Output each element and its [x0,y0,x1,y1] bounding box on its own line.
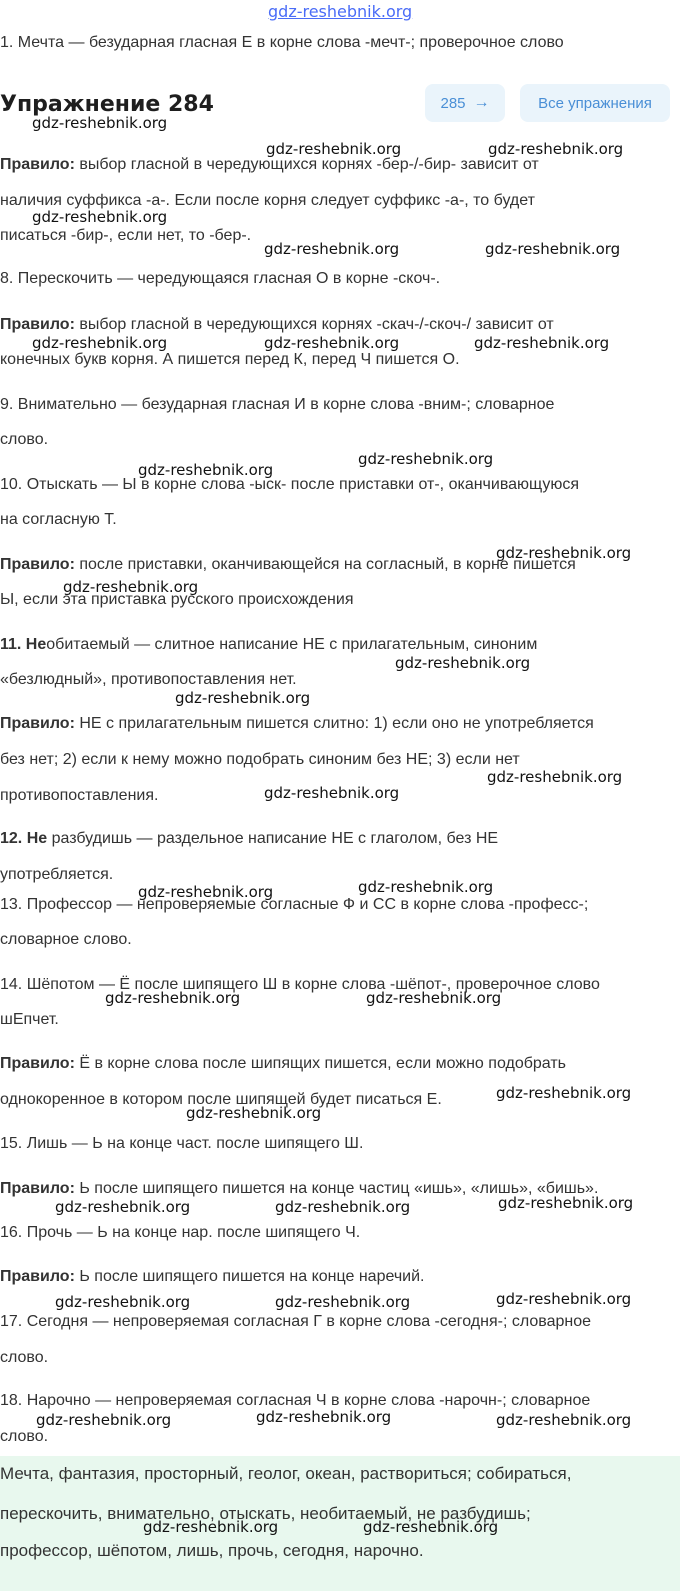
watermark: gdz-reshebnik.org [395,654,531,672]
watermark: gdz-reshebnik.org [175,689,311,707]
text-line: писаться -бир-, если нет, то -бер-. [0,227,252,244]
watermark: gdz-reshebnik.org [496,1290,632,1308]
watermark: gdz-reshebnik.org [488,140,624,158]
watermark: gdz-reshebnik.org [358,878,494,896]
text-line: 18. Нарочно — непроверяемая согласная Ч в корне слова -нарочн-; словарное [0,1392,591,1409]
text-line: «безлюдный», противопоставления нет. [0,671,297,688]
text-line: Правило: выбор гласной в чередующихся корнях -бер-/-бир- зависит от [0,156,539,173]
text-line: наличия суффикса -а-. Если после корня следует суффикс -а-, то будет [0,192,535,209]
watermark: gdz-reshebnik.org [138,883,274,901]
watermark: gdz-reshebnik.org [63,578,199,596]
watermark: gdz-reshebnik.org [264,240,400,258]
watermark: gdz-reshebnik.org [36,1411,172,1429]
watermark: gdz-reshebnik.org [264,334,400,352]
watermark: gdz-reshebnik.org [264,784,400,802]
watermark: gdz-reshebnik.org [496,544,632,562]
summary-line: перескочить, внимательно, отыскать, необитаемый, не разбудишь; [0,1504,531,1523]
text-line: конечных букв корня. А пишется перед К, перед Ч пишется О. [0,351,460,368]
watermark: gdz-reshebnik.org [186,1104,322,1122]
text-line: без нет; 2) если к нему можно подобрать синоним без НЕ; 3) если нет [0,751,520,768]
text-line: Правило: выбор гласной в чередующихся корнях -скач-/-скоч-/ зависит от [0,316,554,333]
watermark: gdz-reshebnik.org [32,334,168,352]
text-line: Ы, если эта приставка русского происхождения [0,591,354,608]
watermark: gdz-reshebnik.org [496,1411,632,1429]
watermark: gdz-reshebnik.org [143,1518,279,1536]
text-line: употребляется. [0,866,114,883]
text-line: однокоренное в котором после шипящей будет писаться Е. [0,1091,442,1108]
text-line: шЕпчет. [0,1011,59,1028]
watermark: gdz-reshebnik.org [498,1194,634,1212]
watermark: gdz-reshebnik.org [275,1293,411,1311]
watermark: gdz-reshebnik.org [266,140,402,158]
watermark: gdz-reshebnik.org [487,768,623,786]
watermark: gdz-reshebnik.org [358,450,494,468]
watermark: gdz-reshebnik.org [138,461,274,479]
next-exercise-label: 285 [440,94,466,112]
text-line: 1. Мечта — безударная гласная Е в корне слова -мечт-; проверочное слово [0,34,564,51]
text-line: Правило: НЕ с прилагательным пишется слитно: 1) если оно не употребляется [0,715,594,732]
watermark: gdz-reshebnik.org [256,1408,392,1426]
text-line: словарное слово. [0,931,132,948]
text-line: 11. Необитаемый — слитное написание НЕ с прилагательным, синоним [0,636,538,653]
next-exercise-button[interactable] [425,84,505,122]
text-line: Правило: после приставки, оканчивающейся на согласный, в корне пишется [0,556,576,573]
text-line: 13. Профессор — непроверяемые согласные Ф и СС в корне слова -професс-; [0,896,589,913]
text-line: 17. Сегодня — непроверяемая согласная Г в корне слова -сегодня-; словарное [0,1313,592,1330]
text-line: слово. [0,1349,49,1366]
text-line: 12. Не разбудишь — раздельное написание НЕ с глаголом, без НЕ [0,830,499,847]
watermark: gdz-reshebnik.org [363,1518,499,1536]
text-line: слово. [0,1428,49,1445]
text-line: Правило: Ь после шипящего пишется на конце частиц «ишь», «лишь», «бишь». [0,1180,599,1197]
watermark: gdz-reshebnik.org [474,334,610,352]
text-line: на согласную Т. [0,511,117,528]
text-line: 14. Шёпотом — Ё после шипящего Ш в корне слова -шёпот-, проверочное слово [0,976,600,993]
text-line: Правило: Ё в корне слова после шипящих пишется, если можно подобрать [0,1055,566,1072]
text-line: 8. Перескочить — чередующаяся гласная О в корне -скоч-. [0,270,441,287]
watermark: gdz-reshebnik.org [32,208,168,226]
watermark: gdz-reshebnik.org [105,989,241,1007]
watermark: gdz-reshebnik.org [366,989,502,1007]
arrow-right-icon: → [473,94,490,111]
text-line: 15. Лишь — Ь на конце част. после шипящего Ш. [0,1135,364,1152]
watermark: gdz-reshebnik.org [485,240,621,258]
watermark: gdz-reshebnik.org [496,1084,632,1102]
watermark: gdz-reshebnik.org [55,1198,191,1216]
watermark: gdz-reshebnik.org [32,114,168,132]
watermark: gdz-reshebnik.org [55,1293,191,1311]
text-line: 16. Прочь — Ь на конце нар. после шипящего Ч. [0,1224,361,1241]
summary-line: Мечта, фантазия, просторный, геолог, океан, раствориться; собираться, [0,1464,572,1483]
text-line: 10. Отыскать — Ы в корне слова -ыск- после приставки от-, оканчивающуюся [0,476,580,493]
page-title: Упражнение 284 [0,92,214,117]
summary-line: профессор, шёпотом, лишь, прочь, сегодня, нарочно. [0,1541,424,1560]
text-line: 9. Внимательно — безударная гласная И в корне слова -вним-; словарное [0,396,555,413]
text-line: слово. [0,431,49,448]
text-line: противопоставления. [0,787,159,804]
site-url-link[interactable]: gdz-reshebnik.org [268,2,413,21]
all-exercises-button[interactable]: Все упражнения [520,84,670,122]
text-line: Правило: Ь после шипящего пишется на конце наречий. [0,1268,425,1285]
watermark: gdz-reshebnik.org [275,1198,411,1216]
